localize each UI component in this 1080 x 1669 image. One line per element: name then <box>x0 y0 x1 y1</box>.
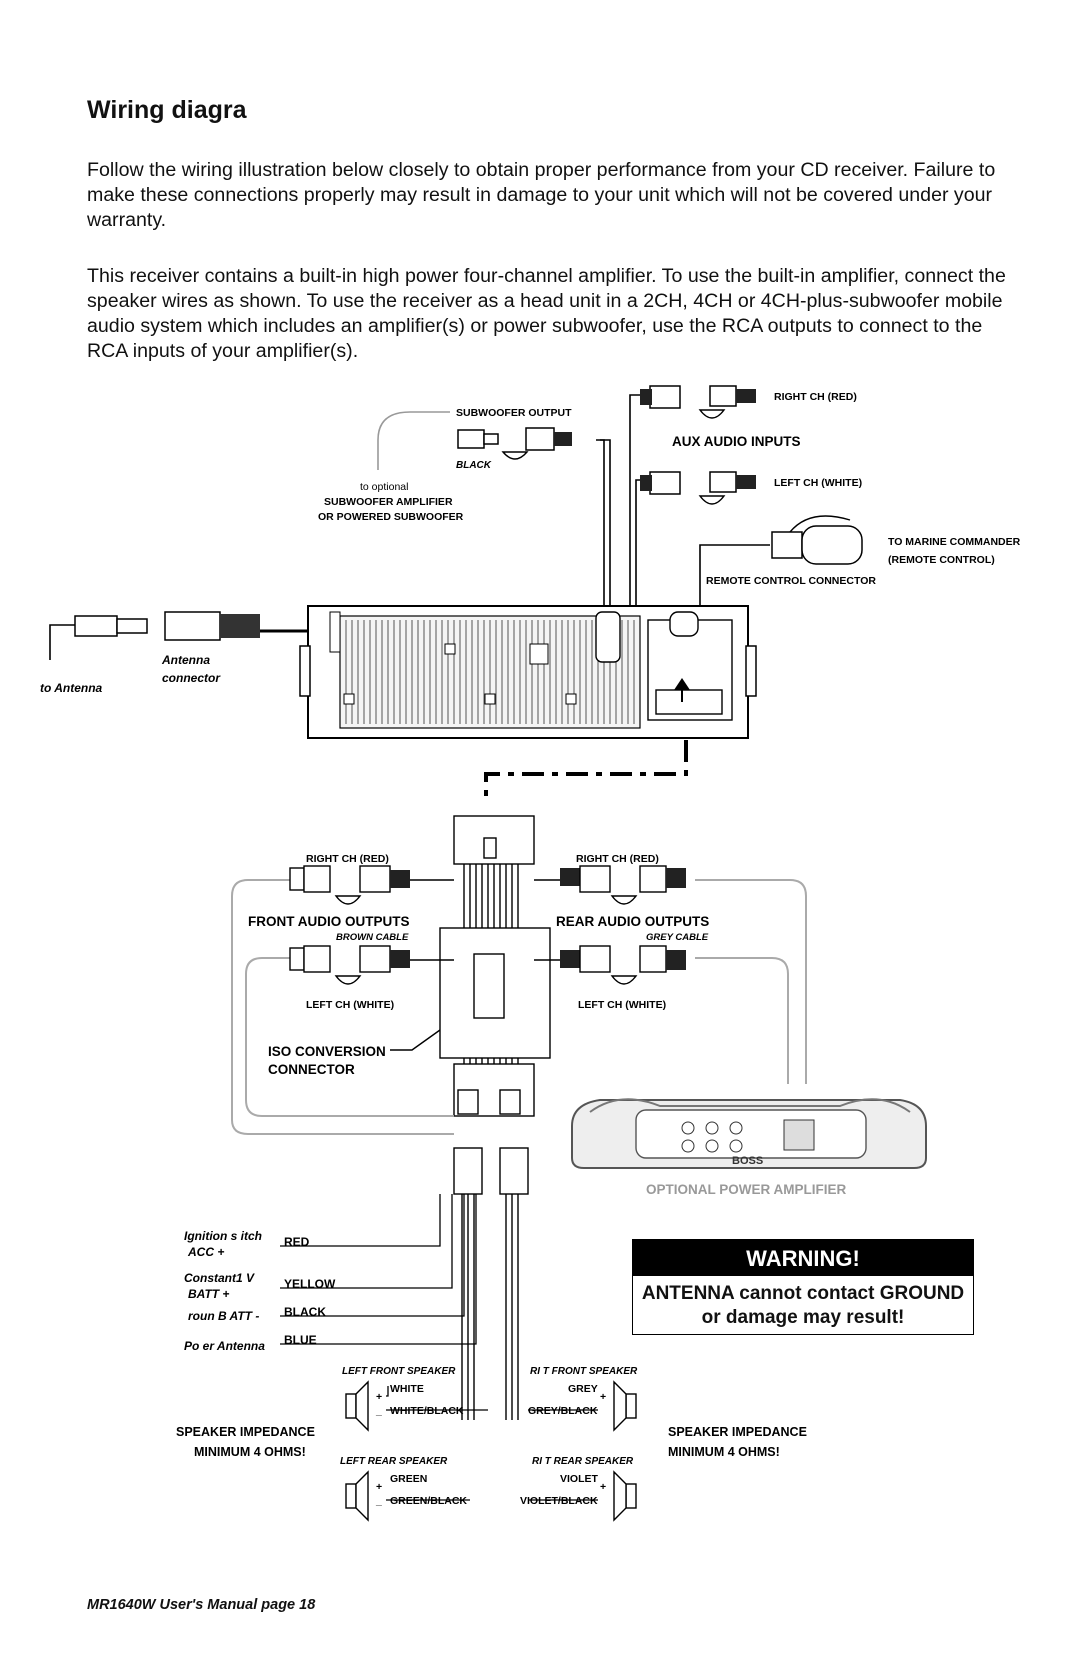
remote-control-label: (REMOTE CONTROL) <box>888 554 995 566</box>
subwoofer-amplifier-label: SUBWOOFER AMPLIFIER <box>324 496 453 508</box>
speaker-left-front-icon <box>346 1382 368 1430</box>
wire-black-label: BLACK <box>284 1305 326 1319</box>
rear-right-rca <box>560 866 686 904</box>
rear-audio-outputs-label: REAR AUDIO OUTPUTS <box>556 914 710 929</box>
aux-left-label: LEFT CH (WHITE) <box>774 477 863 489</box>
aux-right-rca <box>640 386 756 418</box>
left-front-speaker-label: LEFT FRONT SPEAKER <box>342 1366 456 1377</box>
power-antenna-label: Po er Antenna <box>184 1339 265 1353</box>
ignition-switch-label: Ignition s itch <box>184 1229 262 1243</box>
warning-line-2: or damage may result! <box>701 1307 905 1328</box>
right-front-speaker-label: RI T FRONT SPEAKER <box>530 1366 638 1377</box>
subwoofer-output-label: SUBWOOFER OUTPUT <box>456 407 572 419</box>
constant-label: Constant1 V <box>184 1271 255 1285</box>
rf-plus: + <box>600 1391 607 1403</box>
warning-box <box>632 1239 974 1335</box>
front-right-label: RIGHT CH (RED) <box>306 853 389 865</box>
brown-cable-label: BROWN CABLE <box>336 932 409 943</box>
speaker-left-rear-icon <box>346 1472 368 1520</box>
front-left-rca <box>290 946 410 984</box>
lr-minus: _ <box>376 1495 382 1507</box>
to-antenna-label: to Antenna <box>40 681 103 695</box>
iso-connector-label: CONNECTOR <box>268 1062 355 1077</box>
wire-grey-label: GREY <box>568 1383 598 1395</box>
aux-left-rca <box>640 472 756 504</box>
amplifier-paragraph: This receiver contains a built-in high power four-channel amplifier. To use the built-in amplifier, connect the speaker wires as shown. To use the receiver as a head unit in a 2CH, 4CH or 4CH-plus-subwoofer mobile audio system which includes an amplifier(s) or power subwoofer, use the RCA outputs to connect to the RCA inputs of your amplifier(s). <box>87 265 1006 362</box>
speaker-right-rear-icon <box>614 1472 636 1520</box>
rr-plus: + <box>600 1481 607 1493</box>
wire-green-black-label: GREEN/BLACK <box>390 1495 468 1507</box>
antenna-connector <box>75 612 260 640</box>
wire-violet-black-label: VIOLET/BLACK <box>520 1495 598 1507</box>
antenna-label: Antenna <box>162 653 210 667</box>
to-optional-label: to optional <box>360 481 409 493</box>
lf-plus: + <box>376 1391 383 1403</box>
speaker-impedance-right-label: SPEAKER IMPEDANCE <box>668 1425 807 1439</box>
wire-grey-black-label: GREY/BLACK <box>528 1405 598 1417</box>
subwoofer-black-label: BLACK <box>456 460 491 471</box>
front-audio-outputs-label: FRONT AUDIO OUTPUTS <box>248 914 410 929</box>
wire-red-label: RED <box>284 1235 310 1249</box>
aux-right-label: RIGHT CH (RED) <box>774 391 857 403</box>
lr-plus: + <box>376 1481 383 1493</box>
amp-brand-label: BOSS <box>732 1155 764 1167</box>
batt-plus-label: BATT + <box>188 1287 230 1301</box>
minimum-ohms-left-label: MINIMUM 4 OHMS! <box>194 1445 306 1459</box>
speaker-impedance-left-label: SPEAKER IMPEDANCE <box>176 1425 315 1439</box>
speaker-right-front-icon <box>614 1382 636 1430</box>
powered-subwoofer-label: OR POWERED SUBWOOFER <box>318 511 464 523</box>
connector-label: connector <box>162 671 221 685</box>
lf-minus: _ <box>376 1405 382 1417</box>
wire-blue-label: BLUE <box>284 1333 317 1347</box>
wire-white-black-label: WHITE/BLACK <box>390 1405 464 1417</box>
main-harness <box>410 816 560 1420</box>
optional-power-amplifier-label: OPTIONAL POWER AMPLIFIER <box>646 1182 847 1197</box>
marine-commander-label: TO MARINE COMMANDER <box>888 536 1021 548</box>
wire-white-label: WHITE <box>390 1383 424 1395</box>
intro-paragraph: Follow the wiring illustration below closely to obtain proper performance from your CD receiver. Failure to make these connections properly may result in damage to your unit which will not be covered under your warranty. <box>87 159 996 231</box>
wire-yellow-label: YELLOW <box>284 1277 336 1291</box>
front-left-label: LEFT CH (WHITE) <box>306 999 395 1011</box>
subwoofer-rca-plug <box>458 428 572 459</box>
harness-link-dashed <box>486 740 686 804</box>
optional-power-amplifier <box>572 1099 926 1168</box>
warning-heading: WARNING! <box>633 1240 973 1276</box>
remote-connector-label: REMOTE CONTROL CONNECTOR <box>706 575 876 587</box>
front-right-rca <box>290 866 410 904</box>
ground-batt-label: roun B ATT - <box>188 1309 260 1323</box>
warning-line-1: ANTENNA cannot contact GROUND <box>641 1283 965 1304</box>
minimum-ohms-right-label: MINIMUM 4 OHMS! <box>668 1445 780 1459</box>
wire-violet-label: VIOLET <box>560 1473 598 1485</box>
rear-right-label: RIGHT CH (RED) <box>576 853 659 865</box>
grey-cable-label: GREY CABLE <box>646 932 709 943</box>
head-unit <box>300 606 756 738</box>
page-title: Wiring diagra <box>87 96 247 124</box>
rear-left-label: LEFT CH (WHITE) <box>578 999 667 1011</box>
left-rear-speaker-label: LEFT REAR SPEAKER <box>340 1456 448 1467</box>
aux-audio-inputs-label: AUX AUDIO INPUTS <box>672 434 801 449</box>
rear-left-rca <box>560 946 686 984</box>
remote-control-connector <box>772 516 862 564</box>
acc-plus-label: ACC + <box>188 1245 225 1259</box>
right-rear-speaker-label: RI T REAR SPEAKER <box>532 1456 634 1467</box>
page-footer: MR1640W User's Manual page 18 <box>87 1597 316 1613</box>
iso-conversion-label: ISO CONVERSION <box>268 1044 386 1059</box>
wire-green-label: GREEN <box>390 1473 428 1485</box>
